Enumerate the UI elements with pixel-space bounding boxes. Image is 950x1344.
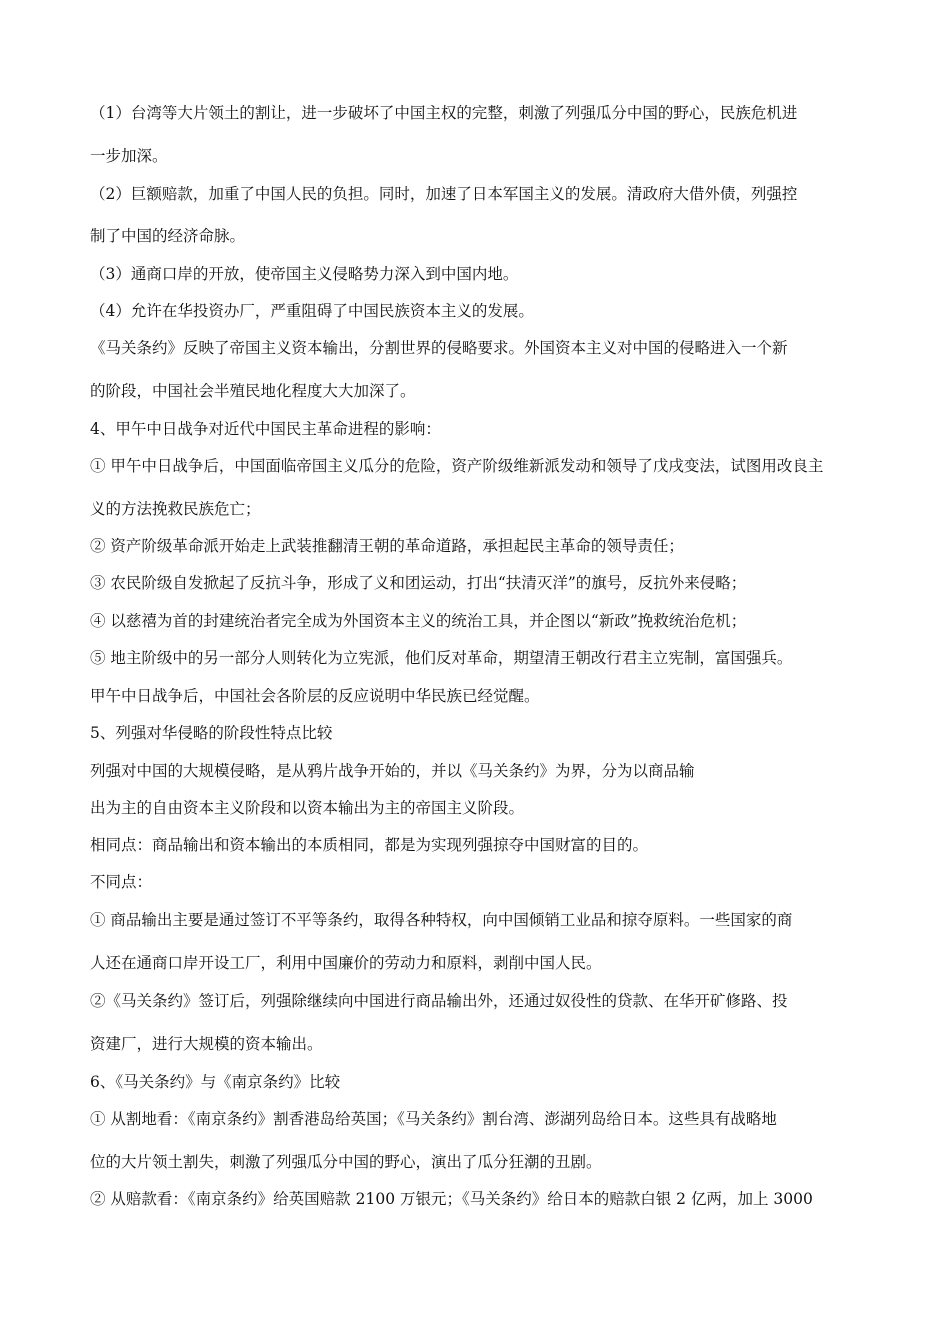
section-heading: 4、甲午中日战争对近代中国民主革命进程的影响： [90,420,441,438]
text-line: 《马关条约》反映了帝国主义资本输出，分割世界的侵略要求。外国资本主义对中国的侵略进入一个新 [90,339,788,357]
text-line: 出为主的自由资本主义阶段和以资本输出为主的帝国主义阶段。 [90,799,525,817]
text-line: ① 从割地看：《南京条约》割香港岛给英国；《马关条约》割台湾、澎湖列岛给日本。这些具有战略地 [90,1110,777,1128]
text-line: 制了中国的经济命脉。 [90,227,246,245]
text-line: 列强对中国的大规模侵略，是从鸦片战争开始的，并以《马关条约》为界，分为以商品输 [90,762,695,780]
section-heading: 6、《马关条约》与《南京条约》比较 [90,1073,341,1091]
text-line: 甲午中日战争后，中国社会各阶层的反应说明中华民族已经觉醒。 [90,687,540,705]
text-line: （2）巨额赔款，加重了中国人民的负担。同时，加速了日本军国主义的发展。清政府大借外债，列强控 [90,185,798,203]
text-line: ②《马关条约》签订后，列强除继续向中国进行商品输出外，还通过奴役性的贷款、在华开矿修路、投 [90,992,788,1010]
section-heading: 5、列强对华侵略的阶段性特点比较 [90,724,333,742]
text-line: ③ 农民阶级自发掀起了反抗斗争，形成了义和团运动，打出“扶清灭洋”的旗号，反抗外来侵略； [90,574,747,592]
text-line: 位的大片领土割失，刺激了列强瓜分中国的野心，演出了瓜分狂潮的丑剧。 [90,1153,602,1171]
text-line: （3）通商口岸的开放，使帝国主义侵略势力深入到中国内地。 [90,265,519,283]
text-line: ⑤ 地主阶级中的另一部分人则转化为立宪派，他们反对革命，期望清王朝改行君主立宪制，富国强兵。 [90,649,793,667]
text-line: （4）允许在华投资办厂，严重阻碍了中国民族资本主义的发展。 [90,302,534,320]
text-line: ④ 以慈禧为首的封建统治者完全成为外国资本主义的统治工具，并企图以“新政”挽救统治危机； [90,612,747,630]
text-line: 的阶段，中国社会半殖民地化程度大大加深了。 [90,382,416,400]
text-line: 资建厂，进行大规模的资本输出。 [90,1035,323,1053]
text-line: 义的方法挽救民族危亡； [90,500,261,518]
text-line: 相同点：商品输出和资本输出的本质相同，都是为实现列强掠夺中国财富的目的。 [90,836,649,854]
text-line: ① 商品输出主要是通过签订不平等条约，取得各种特权，向中国倾销工业品和掠夺原料。一些国家的商 [90,911,793,929]
text-line: 不同点： [90,873,153,891]
text-line: 人还在通商口岸开设工厂，利用中国廉价的劳动力和原料，剥削中国人民。 [90,954,602,972]
text-line: 一步加深。 [90,147,168,165]
text-line: ② 从赔款看：《南京条约》给英国赔款 2100 万银元；《马关条约》给日本的赔款白银 2 亿两，加上 3000 [90,1190,813,1208]
text-line: （1）台湾等大片领土的割让，进一步破坏了中国主权的完整，刺激了列强瓜分中国的野心，民族危机进 [90,104,798,122]
text-line: ① 甲午中日战争后，中国面临帝国主义瓜分的危险，资产阶级维新派发动和领导了戊戌变法，试图用改良主 [90,457,824,475]
text-line: ② 资产阶级革命派开始走上武装推翻清王朝的革命道路，承担起民主革命的领导责任； [90,537,684,555]
